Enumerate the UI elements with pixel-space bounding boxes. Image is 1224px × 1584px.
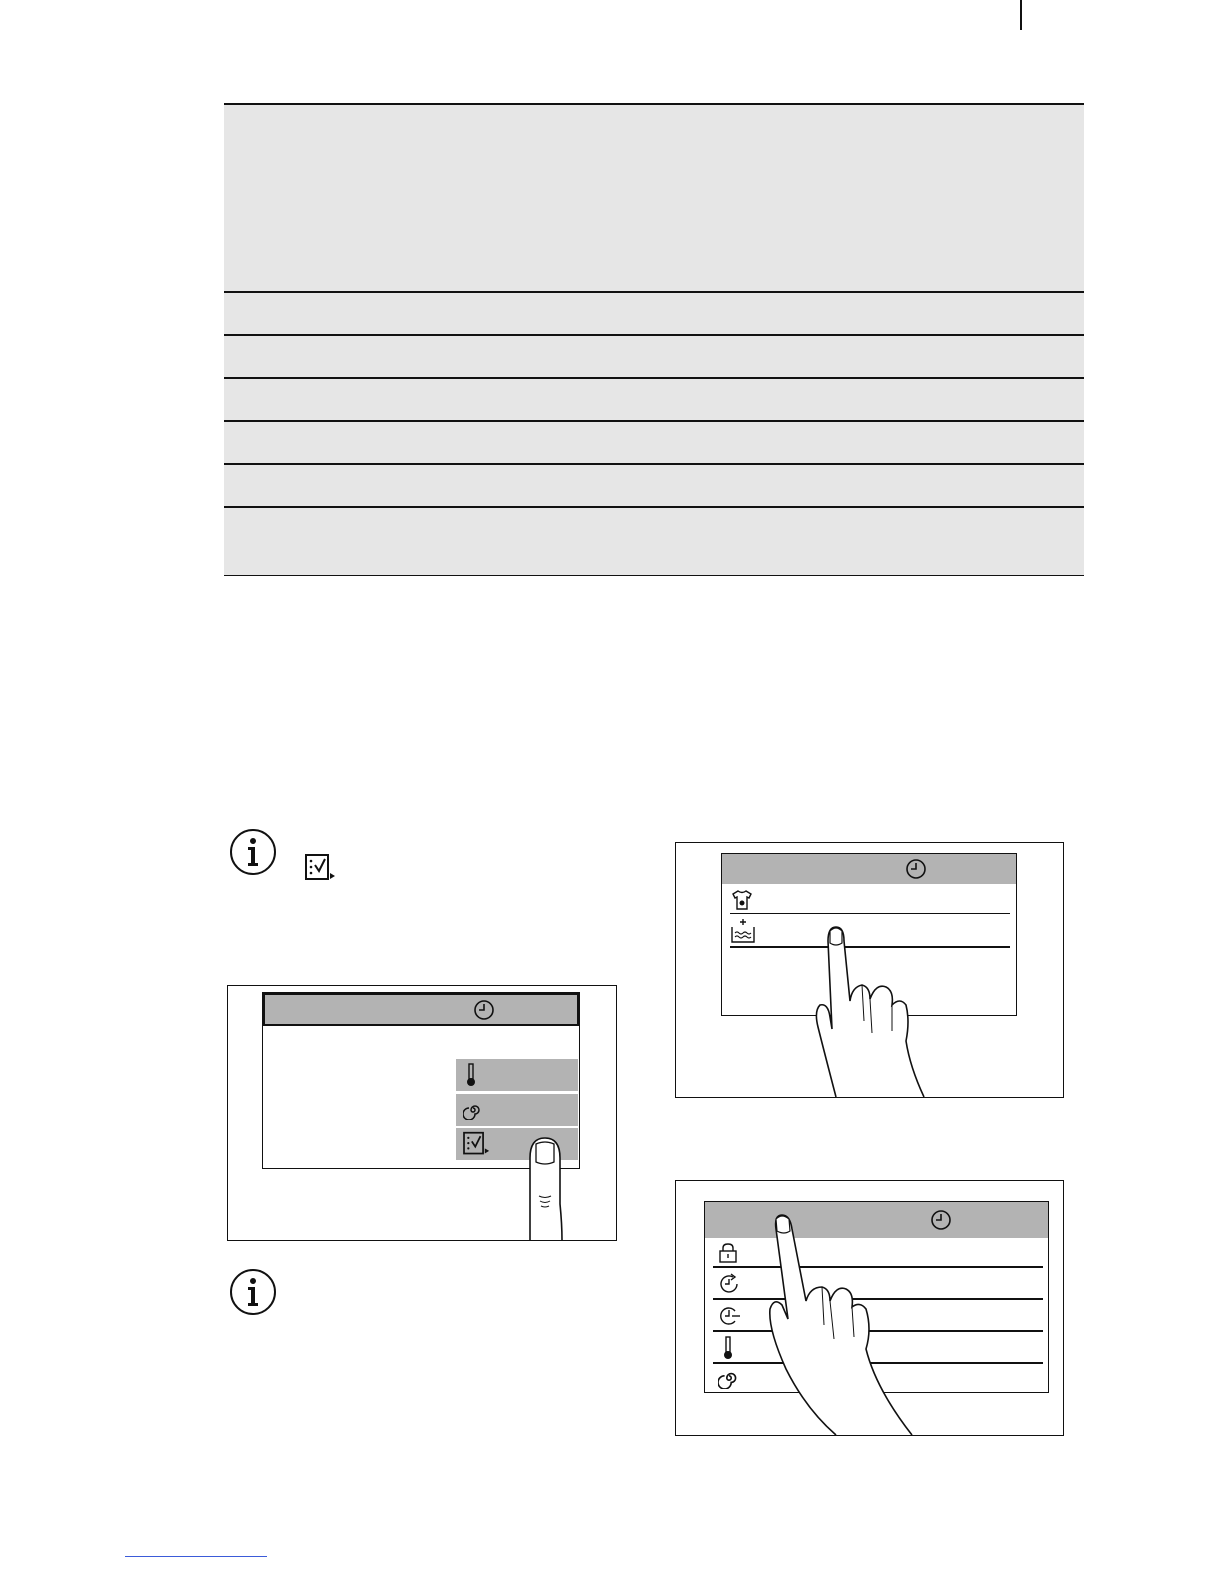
shirt-stain-icon xyxy=(730,888,754,912)
footer-link-underline[interactable] xyxy=(125,1556,267,1557)
clock-icon xyxy=(473,999,495,1021)
info-icon xyxy=(229,828,277,876)
option-extra-rinse[interactable] xyxy=(730,918,756,944)
pointing-hand-illustration xyxy=(806,921,926,1097)
table-row xyxy=(224,422,1084,465)
table-row xyxy=(224,465,1084,508)
info-note-2 xyxy=(229,1268,277,1321)
page-edge-rule xyxy=(1020,0,1022,30)
table-row xyxy=(224,293,1084,336)
option-temperature[interactable] xyxy=(456,1059,578,1091)
lock-icon xyxy=(717,1242,739,1264)
clock-icon xyxy=(905,858,927,880)
figure-display-options xyxy=(227,985,617,1241)
display-header-bar xyxy=(722,854,1016,884)
thermometer-icon xyxy=(464,1063,478,1087)
extra-rinse-icon xyxy=(730,918,756,944)
figure-extra-options xyxy=(675,842,1064,1098)
table-row xyxy=(224,336,1084,379)
figure-options-list xyxy=(675,1180,1064,1436)
clock-icon xyxy=(930,1209,952,1231)
table-row xyxy=(224,508,1084,576)
option-temperature[interactable] xyxy=(721,1336,735,1360)
time-manager-icon xyxy=(717,1304,741,1328)
option-spin[interactable] xyxy=(456,1094,578,1126)
spin-icon xyxy=(463,1100,483,1120)
table-row xyxy=(224,379,1084,422)
spec-table xyxy=(224,103,1084,576)
info-note-1 xyxy=(229,828,277,881)
pointing-finger-illustration xyxy=(518,1134,578,1240)
option-spin[interactable] xyxy=(718,1367,740,1389)
pointing-hand-illustration xyxy=(756,1209,916,1435)
table-row xyxy=(224,105,1084,293)
info-icon xyxy=(229,1268,277,1316)
checklist-arrow-icon xyxy=(304,853,338,883)
checklist-arrow-icon xyxy=(462,1131,492,1157)
option-delay-start[interactable] xyxy=(717,1272,741,1296)
display-header-bar xyxy=(263,993,579,1026)
spin-icon xyxy=(718,1367,740,1389)
thermometer-icon xyxy=(721,1336,735,1360)
delay-start-icon xyxy=(717,1272,741,1296)
option-time-manager[interactable] xyxy=(717,1304,741,1328)
option-child-lock[interactable] xyxy=(717,1242,739,1264)
option-stain[interactable] xyxy=(730,888,754,912)
